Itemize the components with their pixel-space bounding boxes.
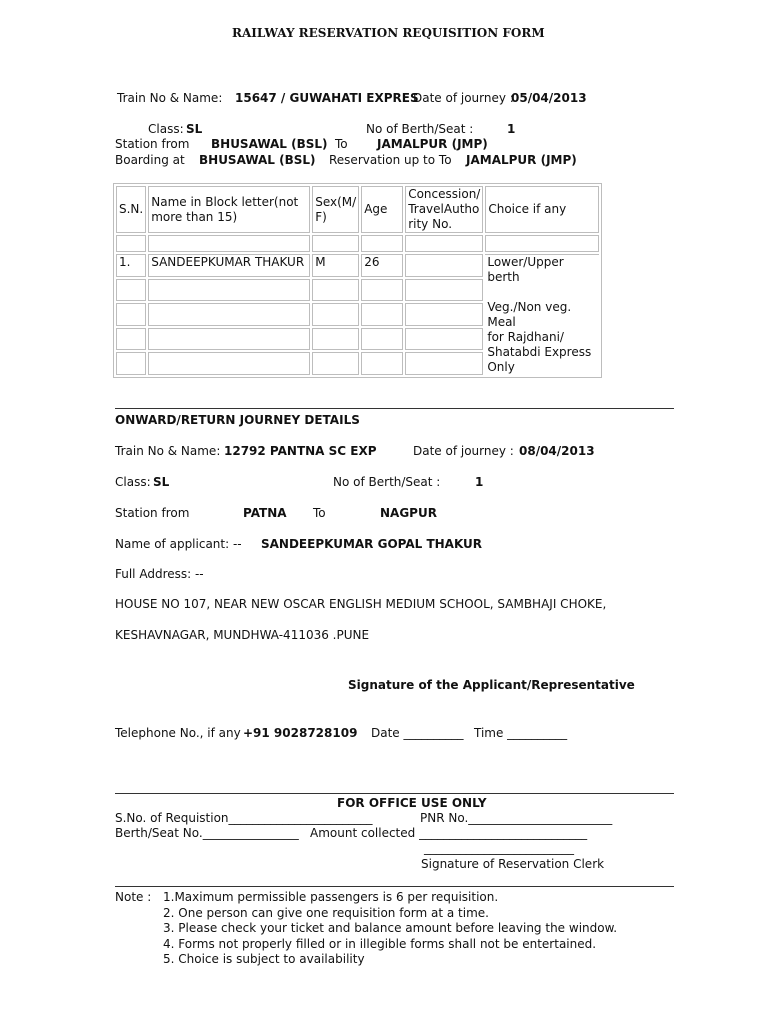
note-2: 2. One person can give one requisition form at a time. (163, 906, 489, 920)
cell (148, 303, 310, 326)
header-sex (312, 186, 359, 233)
divider (115, 408, 674, 409)
choice-cell (485, 254, 599, 375)
cell (361, 303, 403, 326)
doj-value: 05/04/2013 (511, 91, 587, 105)
header-sn: S.N. (116, 186, 146, 233)
onward-train-label: Train No & Name: (115, 444, 221, 458)
header-age: Age (361, 186, 403, 233)
row1-name: SANDEEPKUMAR THAKUR (148, 254, 310, 277)
row1-sn: 1. (116, 254, 146, 277)
cell (312, 328, 359, 351)
boarding-label: Boarding at (115, 153, 185, 167)
header-choice: Choice if any (485, 186, 599, 233)
res-upto-value: JAMALPUR (JMP) (466, 153, 577, 167)
address-line2: KESHAVNAGAR, MUNDHWA-411036 .PUNE (115, 628, 370, 642)
header-name (148, 186, 310, 233)
requisition-number: S.No. of Requistion________________________ (115, 811, 373, 825)
header-conc-line1: Concession/ (408, 187, 481, 201)
passenger-table (113, 183, 602, 378)
address-label: Full Address: -- (115, 567, 204, 581)
choice-line3: for Rajdhani/ (487, 330, 564, 344)
onward-class-label: Class: (115, 475, 151, 489)
applicant-signature-label: Signature of the Applicant/Representative (348, 678, 635, 692)
train-label: Train No & Name: (117, 91, 223, 105)
cell (361, 279, 403, 302)
berth-seat-number: Berth/Seat No.________________ (115, 826, 299, 840)
header-sex-line1: Sex(M/ (315, 194, 357, 209)
header-concession (405, 186, 483, 233)
doj-label: Date of journey : (413, 91, 514, 105)
note-prefix: Note : (115, 890, 152, 904)
choice-line1: Lower/Upper berth (487, 255, 564, 284)
onward-to-label: To (313, 506, 326, 520)
cell (405, 352, 483, 375)
cell (312, 303, 359, 326)
applicant-name-value: SANDEEPKUMAR GOPAL THAKUR (261, 537, 483, 551)
cell (148, 328, 310, 351)
onward-train-value: 12792 PANTNA SC EXP (224, 444, 377, 458)
cell (148, 235, 310, 252)
note-4: 4. Forms not properly filled or in illegible forms shall not be entertained. (163, 937, 597, 951)
onward-doj-value: 08/04/2013 (519, 444, 595, 458)
note-1: 1.Maximum permissible passengers is 6 per requisition. (163, 890, 499, 904)
table-header-row (116, 186, 599, 233)
cell (116, 279, 146, 302)
cell (405, 328, 483, 351)
station-from-value: BHUSAWAL (BSL) (211, 137, 328, 151)
res-upto-label: Reservation up to To (329, 153, 452, 167)
onward-berth-label: No of Berth/Seat : (333, 475, 441, 489)
onward-heading: ONWARD/RETURN JOURNEY DETAILS (115, 413, 360, 427)
onward-station-from-value: PATNA (243, 506, 287, 520)
cell (405, 254, 483, 277)
berth-value: 1 (507, 122, 516, 136)
station-from-label: Station from (115, 137, 190, 151)
onward-doj-label: Date of journey : (413, 444, 514, 458)
boarding-value: BHUSAWAL (BSL) (199, 153, 316, 167)
clerk-signature-label: Signature of Reservation Clerk (421, 857, 605, 871)
date-label: Date __________ (371, 726, 464, 740)
cell (116, 235, 146, 252)
row1-age: 26 (361, 254, 403, 277)
clerk-signature-line: _________________________ (424, 841, 574, 855)
table-row (116, 235, 599, 252)
cell (405, 303, 483, 326)
cell (148, 279, 310, 302)
berth-label: No of Berth/Seat : (366, 122, 474, 136)
applicant-name-label: Name of applicant: -- (115, 537, 242, 551)
choice-line5: Only (487, 360, 515, 374)
cell (312, 279, 359, 302)
cell (312, 352, 359, 375)
header-name-line1: Name in Block letter(not (151, 194, 299, 209)
onward-to-value: NAGPUR (380, 506, 437, 520)
train-value: 15647 / GUWAHATI EXPRES (235, 91, 419, 105)
row1-sex: M (312, 254, 359, 277)
header-conc-line2: TravelAutho (408, 202, 480, 216)
to-label: To (335, 137, 348, 151)
onward-berth-value: 1 (475, 475, 484, 489)
cell (405, 235, 483, 252)
header-conc-line3: rity No. (408, 217, 453, 231)
phone-value: +91 9028728109 (243, 726, 358, 740)
cell (148, 352, 310, 375)
choice-line2: Veg./Non veg. Meal (487, 300, 572, 329)
cell (361, 328, 403, 351)
table-row (116, 254, 599, 277)
cell (116, 328, 146, 351)
time-label: Time __________ (474, 726, 568, 740)
to-value: JAMALPUR (JMP) (377, 137, 488, 151)
cell (312, 235, 359, 252)
onward-station-from-label: Station from (115, 506, 190, 520)
note-5: 5. Choice is subject to availability (163, 952, 365, 966)
divider (115, 793, 674, 794)
cell (116, 303, 146, 326)
pnr-number: PNR No.________________________ (420, 811, 613, 825)
cell (485, 235, 599, 252)
onward-class-value: SL (153, 475, 170, 489)
office-heading: FOR OFFICE USE ONLY (337, 796, 487, 810)
header-name-line2: more than 15) (151, 209, 238, 224)
cell (405, 279, 483, 302)
choice-line4: Shatabdi Express (487, 345, 592, 359)
divider (115, 886, 674, 887)
phone-label: Telephone No., if any (115, 726, 241, 740)
class-label: Class: (148, 122, 184, 136)
cell (361, 235, 403, 252)
note-3: 3. Please check your ticket and balance amount before leaving the window. (163, 921, 618, 935)
address-line1: HOUSE NO 107, NEAR NEW OSCAR ENGLISH MEDIUM SCHOOL, SAMBHAJI CHOKE, (115, 597, 607, 611)
form-title: RAILWAY RESERVATION REQUISITION FORM (232, 26, 545, 40)
cell (116, 352, 146, 375)
header-sex-line2: F) (315, 209, 327, 224)
amount-collected: Amount collected ____________________________ (310, 826, 588, 840)
cell (361, 352, 403, 375)
class-value: SL (186, 122, 203, 136)
